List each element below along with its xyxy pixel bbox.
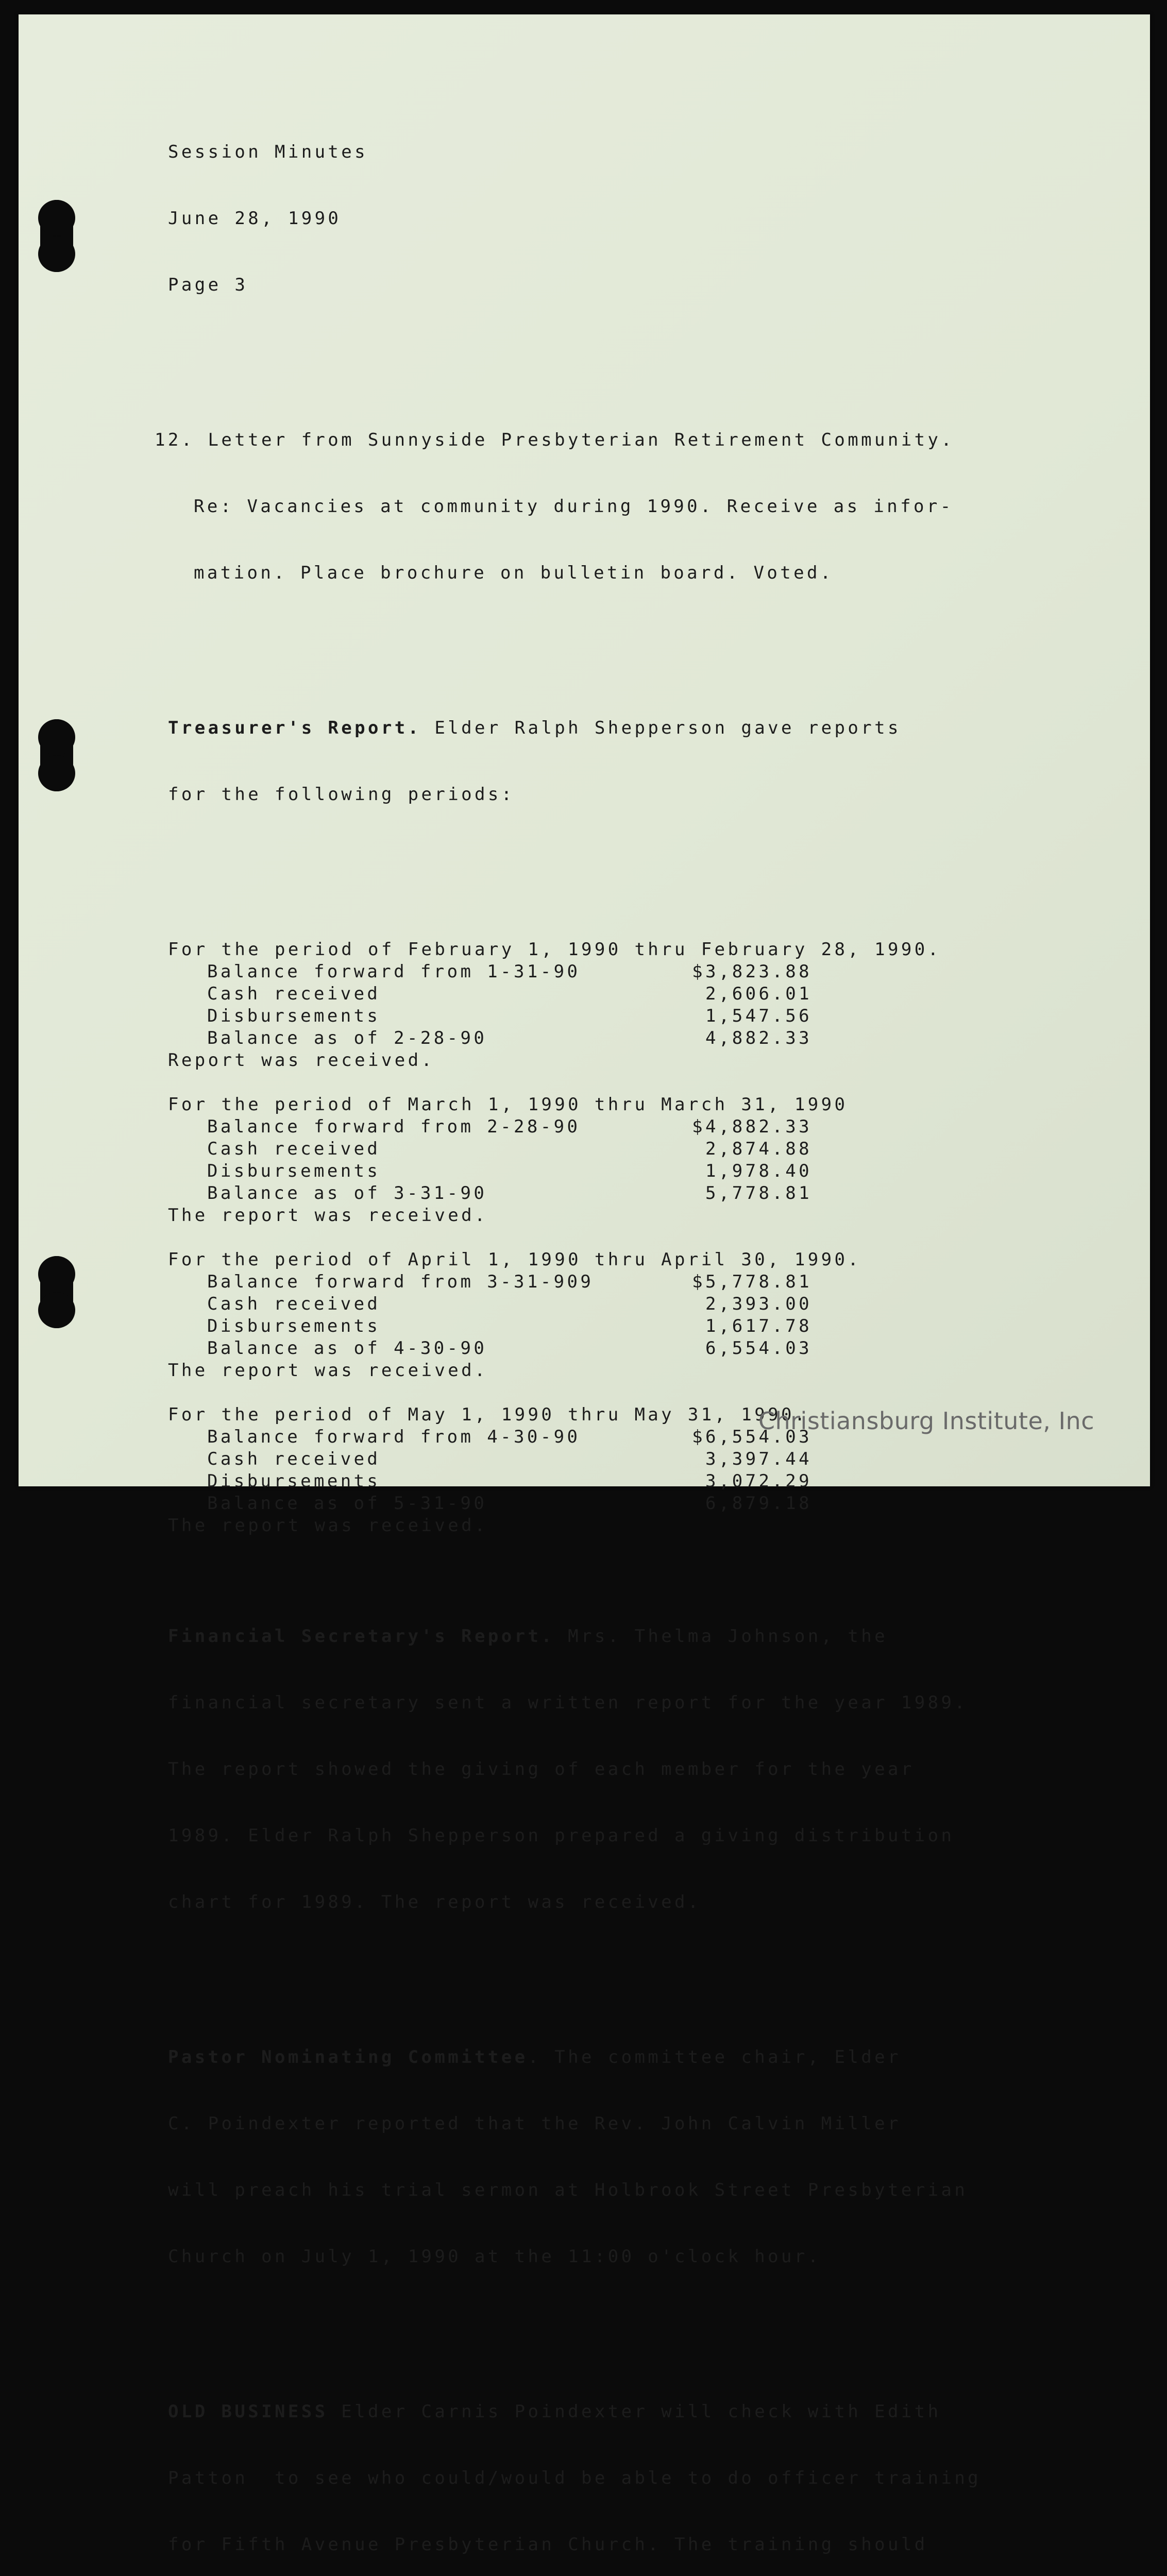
- ledger-row: [168, 1160, 1095, 1182]
- header-date: June 28, 1990: [168, 208, 342, 229]
- treasurer-intro: Treasurer's Report. Elder Ralph Shepperson gave reports: [168, 718, 901, 738]
- ledger-label: Balance forward from 4-30-90: [207, 1427, 581, 1447]
- ledger-amount: $5,778.81: [692, 1272, 812, 1292]
- ledger-amount: 2,874.88: [705, 1139, 812, 1159]
- item12-line3: mation. Place brochure on bulletin board. Voted.: [194, 563, 834, 583]
- period-title: For the period of April 1, 1990 thru April 30, 1990.: [168, 1249, 861, 1270]
- period-title: For the period of February 1, 1990 thru February 28, 1990.: [168, 939, 941, 960]
- ledger-amount: 2,393.00: [705, 1294, 812, 1314]
- watermark: Christiansburg Institute, Inc: [758, 1407, 1094, 1435]
- item12-line2: Re: Vacancies at community during 1990. Receive as infor-: [194, 496, 954, 517]
- ledger-label: Disbursements: [207, 1316, 381, 1336]
- financial-line1: Financial Secretary's Report. Mrs. Thelma Johnson, the: [168, 1626, 888, 1647]
- ledger-amount: 1,617.78: [705, 1316, 812, 1336]
- ledger-label: Balance as of 3-31-90: [207, 1183, 487, 1204]
- ledger-amount: 1,547.56: [705, 1006, 812, 1026]
- ledger-row: [168, 1027, 1095, 1049]
- period-title: For the period of March 1, 1990 thru March 31, 1990: [168, 1094, 848, 1115]
- ledger-amount: 2,606.01: [705, 984, 812, 1004]
- ledger-row: [168, 1493, 1095, 1515]
- item12-line1: 12. Letter from Sunnyside Presbyterian Retirement Community.: [155, 430, 955, 450]
- treasurer-intro-2: for the following periods:: [168, 784, 515, 805]
- ledger-label: Balance as of 5-31-90: [207, 1493, 487, 1514]
- ledger-row: [168, 1315, 1095, 1337]
- ledger-amount: 3,397.44: [705, 1449, 812, 1469]
- financial-heading: Financial Secretary's Report.: [168, 1626, 555, 1647]
- ledger-amount: 4,882.33: [705, 1028, 812, 1048]
- ledger-label: Cash received: [207, 1294, 381, 1314]
- financial-line2: financial secretary sent a written report for the year 1989.: [168, 1692, 968, 1713]
- ledger-row: [168, 1293, 1095, 1315]
- ledger-row: [168, 1271, 1095, 1293]
- period-closing: The report was received.: [168, 1205, 488, 1226]
- ledger-label: Balance forward from 2-28-90: [207, 1116, 581, 1137]
- ledger-amount: 6,879.18: [705, 1493, 812, 1514]
- pastor-line1: Pastor Nominating Committee. The committee chair, Elder: [168, 2047, 901, 2067]
- ledger-label: Balance forward from 1-31-90: [207, 961, 581, 982]
- document-page: [19, 14, 1150, 2555]
- ledger-amount: 1,978.40: [705, 1161, 812, 1181]
- ledger-row: [168, 1005, 1095, 1027]
- period-closing: The report was received.: [168, 1515, 488, 1536]
- punch-hole-top: [40, 200, 73, 272]
- period-title: For the period of May 1, 1990 thru May 31, 1990.: [168, 1404, 808, 1425]
- minutes-text: [155, 97, 1095, 2576]
- ledger-amount: $6,554.03: [692, 1427, 812, 1447]
- ledger-row: [168, 983, 1095, 1005]
- ledger-label: Balance forward from 3-31-909: [207, 1272, 594, 1292]
- financial-line4: 1989. Elder Ralph Shepperson prepared a giving distribution: [168, 1825, 955, 1846]
- header-page: Page 3: [168, 275, 248, 295]
- old-business-line2: Patton to see who could/would be able to do officer training: [168, 2468, 982, 2488]
- punch-hole-bottom: [40, 1256, 73, 1328]
- header-title: Session Minutes: [168, 142, 368, 162]
- old-business-line1: OLD BUSINESS Elder Carnis Poindexter will check with Edith: [168, 2401, 941, 2422]
- treasurer-heading: Treasurer's Report.: [168, 718, 421, 738]
- ledger-label: Balance as of 4-30-90: [207, 1338, 487, 1359]
- ledger-row: [168, 1116, 1095, 1138]
- ledger-label: Cash received: [207, 984, 381, 1004]
- pastor-line3: will preach his trial sermon at Holbrook Street Presbyterian: [168, 2180, 968, 2200]
- ledger-row: [168, 1337, 1095, 1360]
- ledger-amount: 6,554.03: [705, 1338, 812, 1359]
- ledger-label: Disbursements: [207, 1471, 381, 1492]
- ledger-amount: 3,072.29: [705, 1471, 812, 1492]
- ledger-row: [168, 1138, 1095, 1160]
- ledger-label: Balance as of 2-28-90: [207, 1028, 487, 1048]
- punch-hole-middle: [40, 719, 73, 791]
- ledger-row: [168, 1448, 1095, 1470]
- old-business-line3: for Fifth Avenue Presbyterian Church. The training should: [168, 2534, 928, 2555]
- ledger-amount: $3,823.88: [692, 961, 812, 982]
- pastor-heading: Pastor Nominating Committee: [168, 2047, 528, 2067]
- treasurer-periods: [168, 939, 1095, 1559]
- ledger-amount: 5,778.81: [705, 1183, 812, 1204]
- pastor-line4: Church on July 1, 1990 at the 11:00 o'clock hour.: [168, 2246, 821, 2267]
- period-closing: Report was received.: [168, 1050, 435, 1071]
- ledger-amount: $4,882.33: [692, 1116, 812, 1137]
- ledger-row: [168, 1470, 1095, 1493]
- ledger-label: Cash received: [207, 1139, 381, 1159]
- financial-line5: chart for 1989. The report was received.: [168, 1892, 701, 1912]
- ledger-label: Cash received: [207, 1449, 381, 1469]
- ledger-row: [168, 1182, 1095, 1205]
- period-closing: The report was received.: [168, 1360, 488, 1381]
- ledger-label: Disbursements: [207, 1161, 381, 1181]
- pastor-line2: C. Poindexter reported that the Rev. John Calvin Miller: [168, 2113, 901, 2134]
- old-business-heading: OLD BUSINESS: [168, 2401, 328, 2422]
- ledger-row: [168, 961, 1095, 983]
- financial-line3: The report showed the giving of each member for the year: [168, 1759, 915, 1780]
- ledger-label: Disbursements: [207, 1006, 381, 1026]
